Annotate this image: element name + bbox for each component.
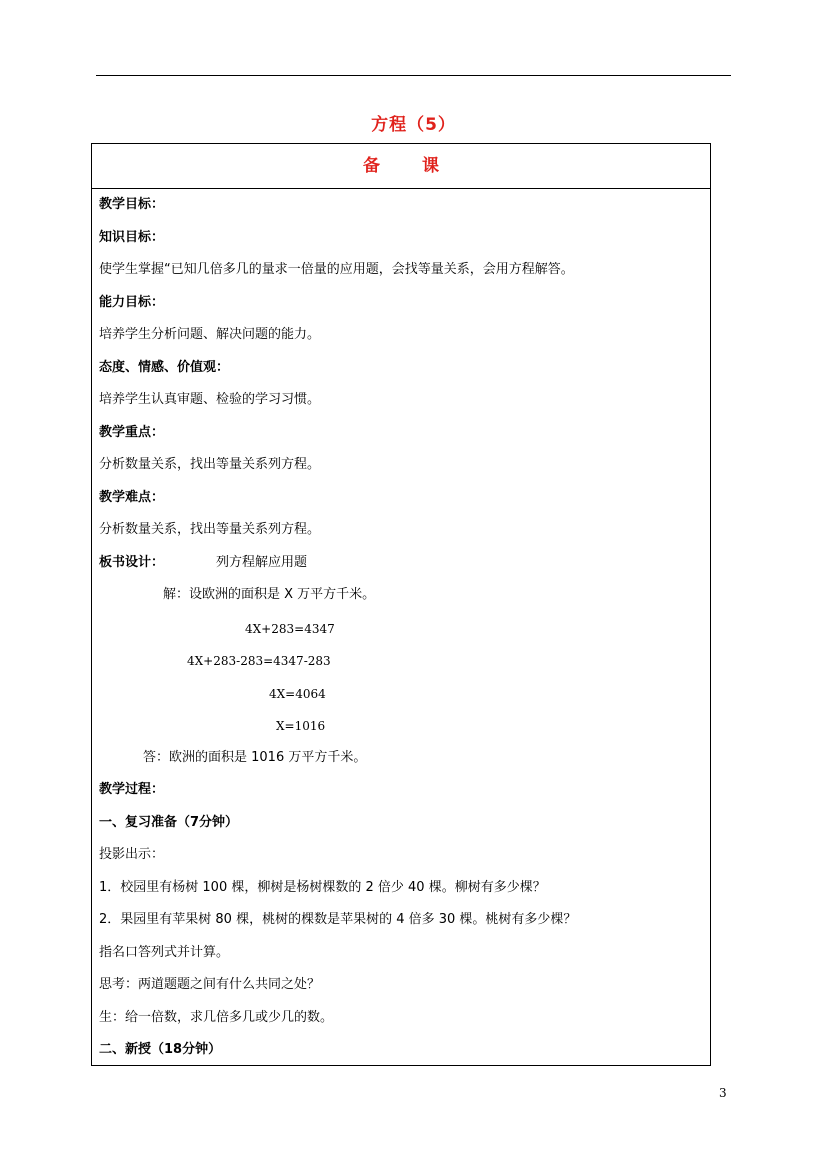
- attitude-text: 培养学生认真审题、检验的学习习惯。: [99, 392, 321, 407]
- knowledge-label: 知识目标：: [99, 230, 165, 245]
- equation-4: X=1016: [276, 719, 326, 733]
- think-text: 思考：两道题题之间有什么共同之处？: [99, 977, 321, 992]
- page-number: 3: [719, 1086, 727, 1100]
- answer-text: 答：欧洲的面积是 1016 万平方千米。: [143, 750, 367, 765]
- knowledge-text: 使学生掌握“已知几倍多几的量求一倍量的应用题，会找等量关系，会用方程解答。: [99, 262, 574, 277]
- header-rule: [96, 75, 731, 76]
- key-point-text: 分析数量关系，找出等量关系列方程。: [99, 457, 321, 472]
- difficulty-text: 分析数量关系，找出等量关系列方程。: [99, 522, 321, 537]
- equation-3: 4X=4064: [269, 687, 326, 701]
- board-design-label: 板书设计：: [99, 555, 165, 570]
- oral-answer-text: 指名口答列式并计算。: [99, 945, 230, 960]
- process-label: 教学过程：: [99, 782, 165, 797]
- solution-intro: 解：设欧洲的面积是 X 万平方千米。: [163, 587, 376, 602]
- objectives-label: 教学目标：: [99, 197, 165, 212]
- table-heading: 备课: [92, 144, 710, 189]
- attitude-label: 态度、情感、价值观：: [99, 360, 230, 375]
- difficulty-label: 教学难点：: [99, 490, 165, 505]
- section-new-lesson-heading: 二、新授（18分钟）: [99, 1042, 222, 1057]
- board-design-title: 列方程解应用题: [216, 555, 308, 570]
- key-point-label: 教学重点：: [99, 425, 165, 440]
- page-title: 方程（5）: [371, 115, 456, 135]
- ability-text: 培养学生分析问题、解决问题的能力。: [99, 327, 321, 342]
- question-2: 2．果园里有苹果树 80 棵，桃树的棵数是苹果树的 4 倍多 30 棵。桃树有多少棵？: [99, 912, 577, 927]
- student-response-text: 生：给一倍数，求几倍多几或少几的数。: [99, 1010, 334, 1025]
- equation-2: 4X+283-283=4347-283: [187, 654, 331, 668]
- equation-1: 4X+283=4347: [245, 622, 335, 636]
- question-1: 1．校园里有杨树 100 棵，柳树是杨树棵数的 2 倍少 40 棵。柳树有多少棵？: [99, 880, 546, 895]
- projection-text: 投影出示：: [99, 847, 165, 862]
- section-review-heading: 一、复习准备（7分钟）: [99, 815, 239, 830]
- ability-label: 能力目标：: [99, 295, 165, 310]
